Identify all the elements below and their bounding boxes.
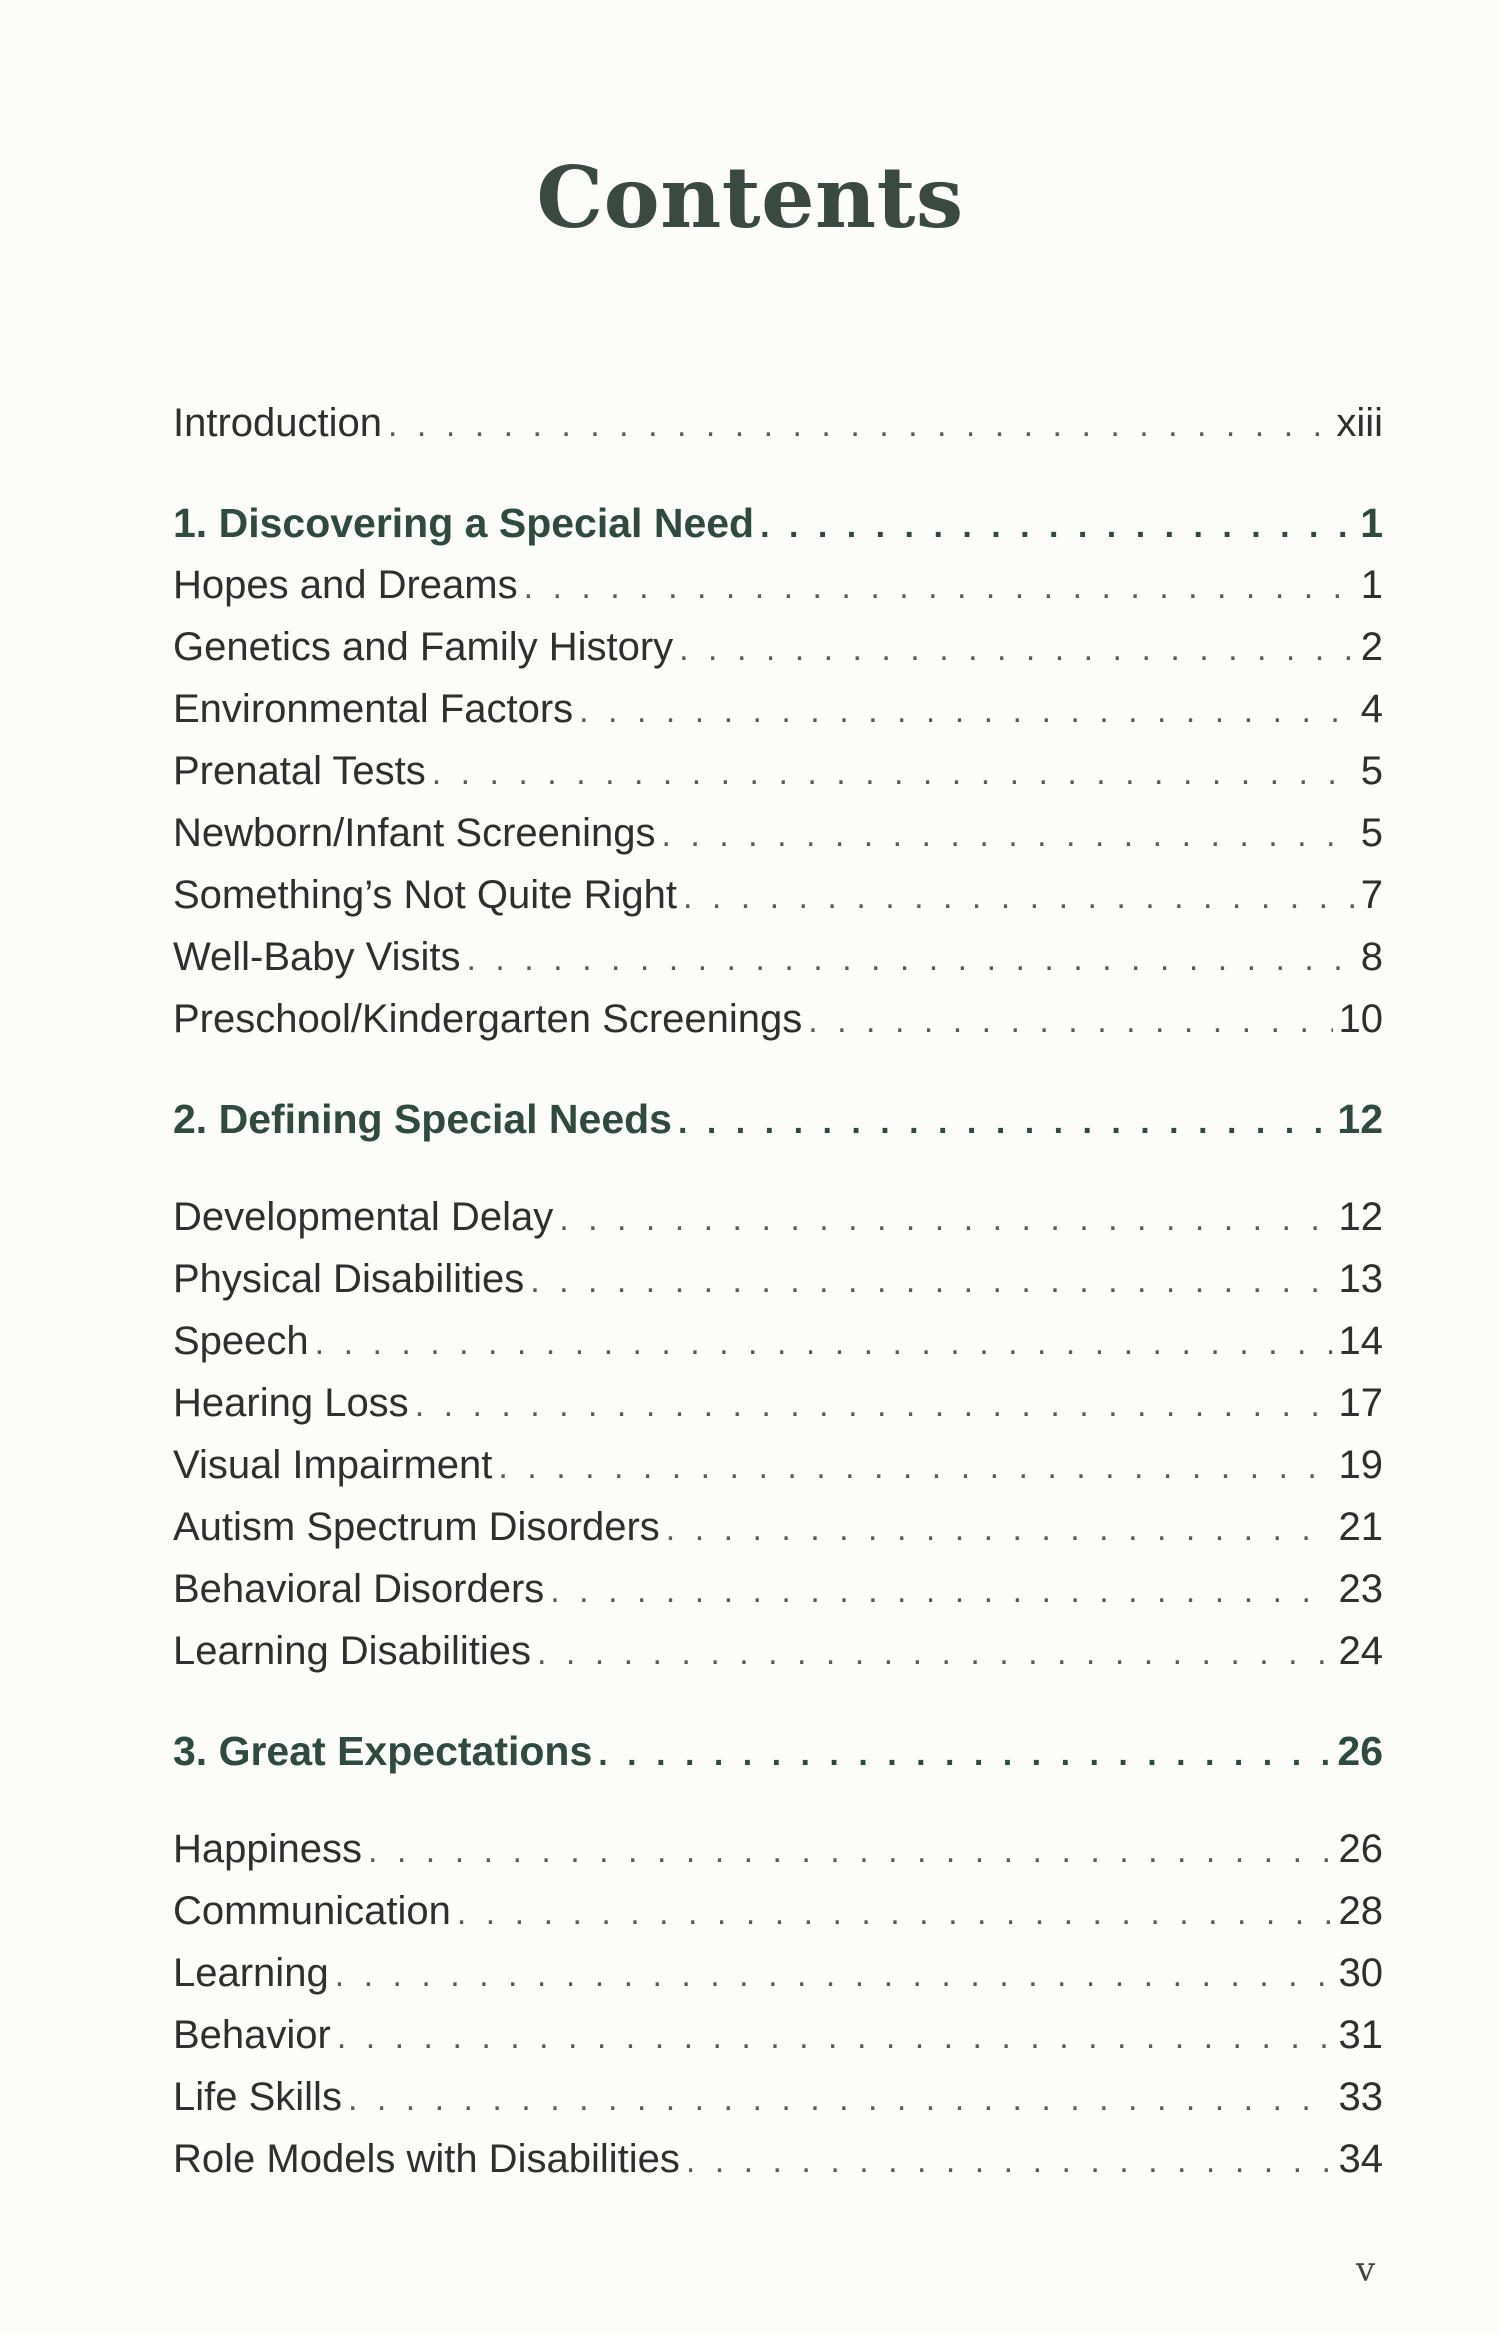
- toc-entry-label: Hopes and Dreams: [173, 563, 518, 607]
- leader-dots: [524, 556, 1355, 618]
- leader-dots: [683, 866, 1355, 928]
- toc-entry-page: 24: [1338, 1629, 1383, 1673]
- toc-chapter-3: [173, 1720, 1383, 1782]
- toc-entry-label: Newborn/Infant Screenings: [173, 811, 656, 855]
- toc-entry-label: Hearing Loss: [173, 1381, 409, 1425]
- toc-entry: [173, 2004, 1383, 2066]
- toc-entry-page: 7: [1360, 873, 1383, 917]
- toc-entry: [173, 1880, 1383, 1942]
- chapter-title: 1. Discovering a Special Need: [173, 500, 755, 546]
- toc-entry: [173, 1186, 1383, 1248]
- toc-entry-label: Physical Disabilities: [173, 1257, 525, 1301]
- toc-entry: [173, 926, 1383, 988]
- leader-dots: [388, 394, 1330, 456]
- toc-entry-label: Well-Baby Visits: [173, 935, 461, 979]
- toc-entry-label: Happiness: [173, 1827, 363, 1871]
- toc-entry-page: 10: [1338, 997, 1383, 1041]
- toc-entry: [173, 1372, 1383, 1434]
- toc-entry-label: Speech: [173, 1319, 309, 1363]
- toc-entry-label: Prenatal Tests: [173, 749, 426, 793]
- toc-entry-label: Developmental Delay: [173, 1195, 554, 1239]
- table-of-contents: [173, 392, 1383, 2190]
- toc-entry-label: Role Models with Disabilities: [173, 2137, 680, 2181]
- toc-entry-page: 31: [1338, 2013, 1383, 2057]
- toc-entry-introduction: [173, 392, 1383, 454]
- toc-entry-label: Something’s Not Quite Right: [173, 873, 677, 917]
- toc-entry-page: 34: [1338, 2137, 1383, 2181]
- page-title: Contents: [536, 148, 964, 247]
- toc-entry-page: 26: [1338, 1827, 1383, 1871]
- toc-entry: [173, 2128, 1383, 2190]
- toc-entry-page: 14: [1338, 1319, 1383, 1363]
- toc-entry-label: Behavior: [173, 2013, 331, 2057]
- chapter-title: 2. Defining Special Needs: [173, 1096, 672, 1142]
- chapter-page: 12: [1337, 1096, 1383, 1142]
- toc-entry: [173, 1942, 1383, 2004]
- leader-dots: [432, 742, 1355, 804]
- toc-entry-page: 12: [1338, 1195, 1383, 1239]
- leader-dots: [348, 2068, 1333, 2130]
- toc-entry: [173, 2066, 1383, 2128]
- toc-entry-page: 33: [1338, 2075, 1383, 2119]
- toc-entry-label: Visual Impairment: [173, 1443, 493, 1487]
- leader-dots: [679, 618, 1355, 680]
- leader-dots: [368, 1820, 1332, 1882]
- chapter-title: 3. Great Expectations: [173, 1728, 593, 1774]
- toc-entry-page: 21: [1338, 1505, 1383, 1549]
- toc-entry-label: Environmental Factors: [173, 687, 574, 731]
- toc-entry: [173, 1496, 1383, 1558]
- toc-entry-page: 2: [1360, 625, 1383, 669]
- leader-dots: [457, 1882, 1333, 1944]
- leader-dots: [598, 1723, 1331, 1785]
- toc-entry: [173, 616, 1383, 678]
- toc-entry: [173, 1310, 1383, 1372]
- toc-chapter-1: [173, 492, 1383, 554]
- chapter-page: 26: [1337, 1728, 1383, 1774]
- toc-entry-label: Preschool/Kindergarten Screenings: [173, 997, 803, 1041]
- toc-entry-label: Life Skills: [173, 2075, 342, 2119]
- toc-entry-page: 28: [1338, 1889, 1383, 1933]
- toc-entry: [173, 1434, 1383, 1496]
- toc-entry: [173, 1248, 1383, 1310]
- leader-dots: [808, 990, 1332, 1052]
- leader-dots: [530, 1250, 1332, 1312]
- toc-entry-page: 23: [1338, 1567, 1383, 1611]
- toc-entry: [173, 802, 1383, 864]
- leader-dots: [579, 680, 1355, 742]
- leader-dots: [662, 804, 1355, 866]
- toc-entry: [173, 678, 1383, 740]
- toc-entry-page: 30: [1338, 1951, 1383, 1995]
- leader-dots: [559, 1188, 1332, 1250]
- toc-entry-page: 5: [1360, 749, 1383, 793]
- leader-dots: [467, 928, 1355, 990]
- toc-entry: [173, 1558, 1383, 1620]
- leader-dots: [415, 1374, 1333, 1436]
- toc-entry-label: Autism Spectrum Disorders: [173, 1505, 660, 1549]
- leader-dots: [550, 1560, 1332, 1622]
- chapter-page: 1: [1360, 500, 1383, 546]
- leader-dots: [337, 2006, 1333, 2068]
- page-number: v: [1356, 2250, 1376, 2290]
- toc-entry-page: 5: [1360, 811, 1383, 855]
- toc-entry: [173, 1818, 1383, 1880]
- leader-dots: [686, 2130, 1333, 2192]
- leader-dots: [678, 1091, 1331, 1153]
- leader-dots: [335, 1944, 1333, 2006]
- toc-entry-page: 8: [1360, 935, 1383, 979]
- toc-entry: [173, 988, 1383, 1050]
- toc-entry-label: Learning Disabilities: [173, 1629, 531, 1673]
- toc-chapter-2: [173, 1088, 1383, 1150]
- toc-entry-label: Communication: [173, 1889, 451, 1933]
- toc-entry: [173, 740, 1383, 802]
- toc-entry-label: Genetics and Family History: [173, 625, 674, 669]
- leader-dots: [666, 1498, 1333, 1560]
- toc-entry-page: 17: [1338, 1381, 1383, 1425]
- leader-dots: [498, 1436, 1332, 1498]
- toc-entry-label: Behavioral Disorders: [173, 1567, 545, 1611]
- leader-dots: [537, 1622, 1333, 1684]
- toc-entry-page: 19: [1338, 1443, 1383, 1487]
- toc-entry-page: 1: [1360, 563, 1383, 607]
- toc-entry: [173, 554, 1383, 616]
- toc-entry-page: 4: [1360, 687, 1383, 731]
- toc-entry-page: xiii: [1336, 401, 1383, 445]
- toc-entry-label: Introduction: [173, 401, 383, 445]
- leader-dots: [760, 495, 1354, 557]
- toc-entry: [173, 1620, 1383, 1682]
- toc-entry-label: Learning: [173, 1951, 329, 1995]
- toc-entry: [173, 864, 1383, 926]
- toc-entry-page: 13: [1338, 1257, 1383, 1301]
- leader-dots: [315, 1312, 1333, 1374]
